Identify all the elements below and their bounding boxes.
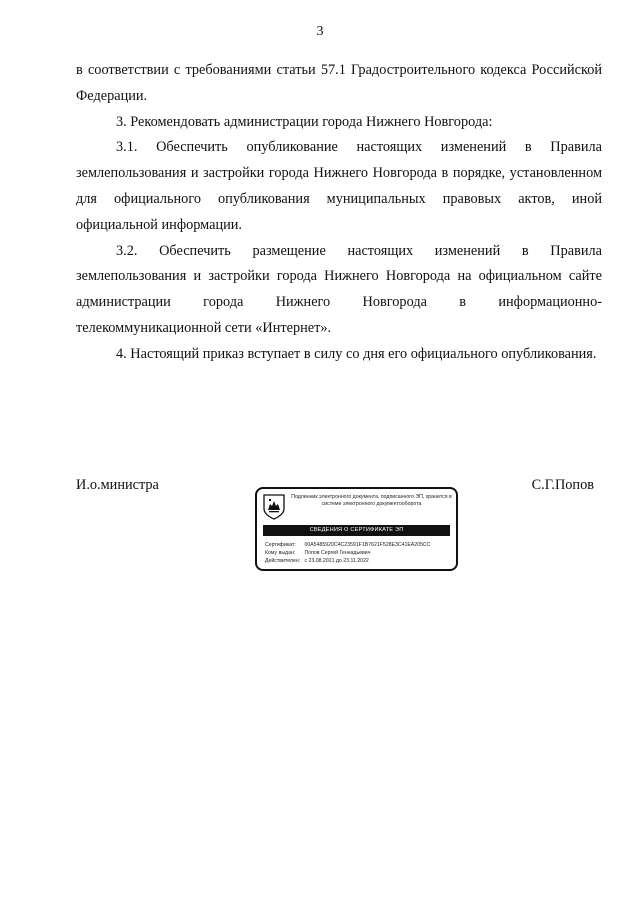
document-body <box>76 58 602 368</box>
certificate-value: 00A5485920C4C23591F1B7621F528E3C41EA205CC <box>304 542 431 548</box>
paragraph: 3.2. Обеспечить размещение настоящих изменений в Правила землепользования и застройки города Нижнего Новгорода на официальном сайте администрации города Нижнего Новгорода в информационно-телекоммуникационной сети «Интернет». <box>76 242 602 336</box>
signatory-name: С.Г.Попов <box>531 477 594 493</box>
certificate-label: Сертификат: <box>265 542 296 548</box>
paragraph: 3. Рекомендовать администрации города Нижнего Новгорода: <box>116 113 493 130</box>
stamp-row-owner <box>265 549 455 557</box>
stamp-details <box>265 541 455 565</box>
validity-value: с 23.08.2021 до 23.11.2022 <box>304 558 369 564</box>
electronic-signature-stamp <box>255 487 458 571</box>
paragraph: 3.1. Обеспечить опубликование настоящих изменений в Правила землепользования и застройки города Нижнего Новгорода в порядке, установленном для официального опубликования муниципальных правовых актов, иной официальной информации. <box>76 139 602 233</box>
paragraph: 4. Настоящий приказ вступает в силу со дня его официального опубликования. <box>116 345 597 362</box>
owner-label: Кому выдан: <box>265 550 296 556</box>
stamp-header: СВЕДЕНИЯ О СЕРТИФИКАТЕ ЭП <box>263 525 450 536</box>
owner-value: Попов Сергей Геннадьевич <box>304 550 371 556</box>
signatory-title: И.о.министра <box>76 477 159 493</box>
coat-of-arms-icon <box>263 494 285 520</box>
page-number: 3 <box>316 24 324 39</box>
validity-label: Действителен: <box>265 558 301 564</box>
stamp-row-validity <box>265 557 455 565</box>
stamp-row-certificate <box>265 541 455 549</box>
paragraph: в соответствии с требованиями статьи 57.1 Градостроительного кодекса Российской Федерации. <box>76 62 602 104</box>
stamp-note: Подлинник электронного документа, подписанного ЭП, хранится в системе электронного документооборота <box>291 494 452 507</box>
